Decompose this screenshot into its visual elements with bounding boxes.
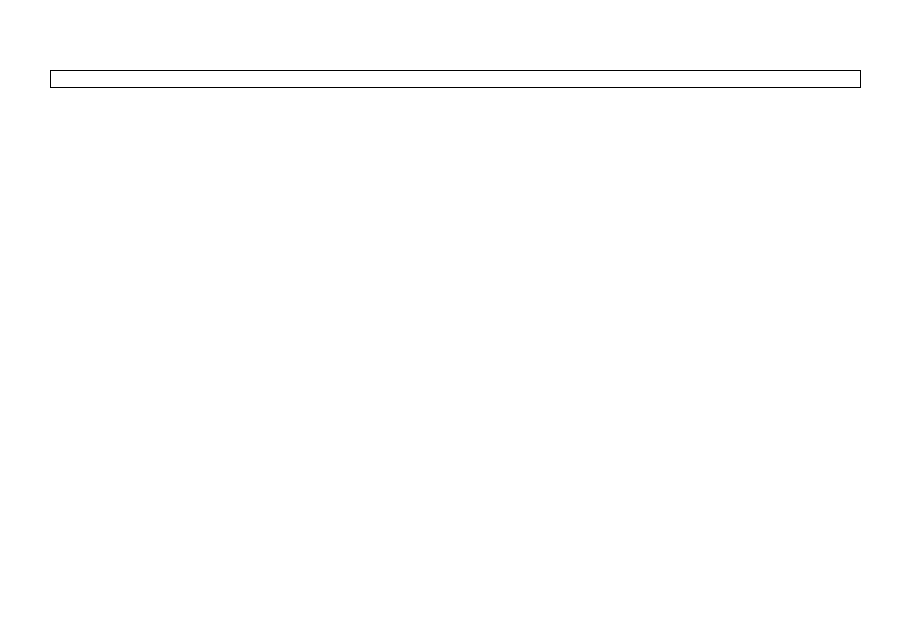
section-title [51,71,861,88]
table-section [51,71,861,88]
housing-table [50,70,861,88]
document-page [50,70,860,88]
